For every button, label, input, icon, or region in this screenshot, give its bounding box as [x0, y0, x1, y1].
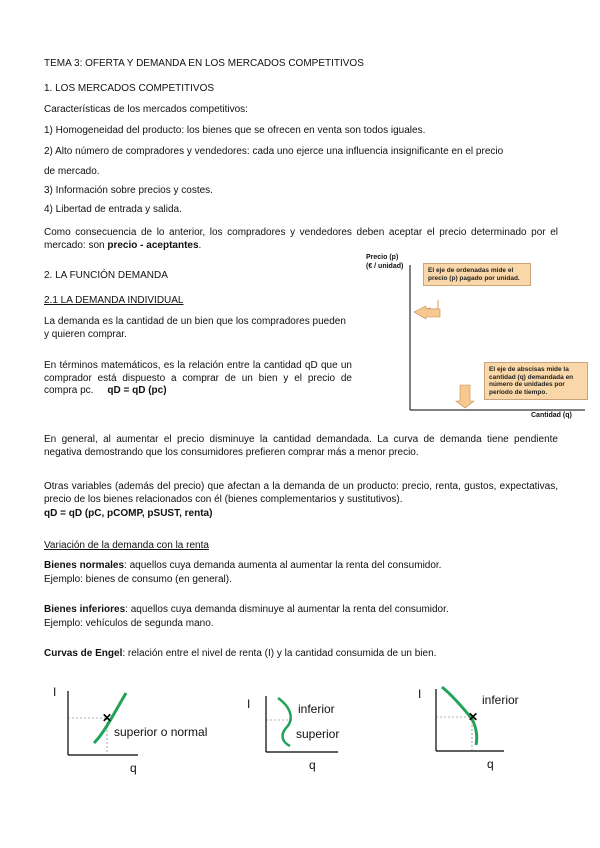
renta-heading: Variación de la demanda con la renta	[44, 540, 209, 551]
engel-3-curve-label: inferior	[482, 693, 519, 707]
demand-formula: qD = qD (pC, pCOMP, pSUST, renta)	[44, 508, 213, 519]
quantity-axis-label: Cantidad (q)	[531, 412, 572, 419]
demand-definition: La demanda es la cantidad de un bien que los compradores pueden y quieren comprar.	[44, 316, 346, 340]
engel-1-point-marker: ✕	[102, 711, 113, 725]
price-axis-label: Precio (p) (€ / unidad)	[366, 254, 404, 270]
list-item: 1) Homogeneidad del producto: los bienes que se ofrecen en venta son todos iguales.	[44, 125, 426, 136]
list-item: 3) Información sobre precios y costes.	[44, 185, 213, 196]
engel-2-inferior-label: inferior	[298, 702, 335, 716]
arrow-to-y-axis-head	[414, 306, 440, 319]
consequence-paragraph: Como consecuencia de lo anterior, los compradores y vendedores deben aceptar el precio determinado por el mercado: son precio - aceptantes.	[44, 227, 558, 251]
x-axis-callout: El eje de abscisas mide la cantidad (q) demandada en número de unidades por período de tiempo.	[484, 362, 588, 400]
engel-3-point-marker: ✕	[468, 710, 479, 724]
inferior-goods-definition: Bienes inferiores: aquellos cuya demanda disminuye al aumentar la renta del consumidor.	[44, 604, 449, 615]
engel-chart-inferior-superior	[258, 690, 348, 760]
other-variables-paragraph: Otras variables (además del precio) que afectan a la demanda de un producto: precio, renta, gustos, expectativas, precio de los bienes relacionados con él (bienes complementarios y sustitutivos).	[44, 481, 558, 505]
normal-goods-example: Ejemplo: bienes de consumo (en general).	[44, 574, 232, 585]
y-axis-callout: El eje de ordenadas mide el precio (p) pagado por unidad.	[423, 263, 531, 286]
list-item: 4) Libertad de entrada y salida.	[44, 204, 182, 215]
arrow-to-x-axis	[456, 385, 474, 408]
engel-2-superior-label: superior	[296, 727, 340, 741]
list-item: de mercado.	[44, 166, 100, 177]
engel-2-x-label: q	[309, 758, 316, 772]
list-item: 2) Alto número de compradores y vendedores: cada uno ejerce una influencia insignificante en el precio	[44, 146, 504, 157]
engel-3-y-label: I	[418, 687, 422, 701]
section-1-heading: 1. LOS MERCADOS COMPETITIVOS	[44, 83, 215, 94]
inferior-goods-example: Ejemplo: vehículos de segunda mano.	[44, 618, 214, 629]
price-demand-paragraph: En general, al aumentar el precio disminuye la cantidad demandada. La curva de demanda tiene pendiente negativa demostrando que los consumidores prefieren comprar más a menor precio.	[44, 434, 558, 458]
engel-3-x-label: q	[487, 757, 494, 771]
page-title: TEMA 3: OFERTA Y DEMANDA EN LOS MERCADOS COMPETITIVOS	[44, 58, 364, 69]
engel-1-curve-label: superior o normal	[114, 725, 208, 739]
engel-1-y-label: I	[53, 685, 57, 699]
section-2-heading: 2. LA FUNCIÓN DEMANDA	[44, 270, 168, 281]
normal-goods-definition: Bienes normales: aquellos cuya demanda aumenta al aumentar la renta del consumidor.	[44, 560, 442, 571]
engel-definition: Curvas de Engel: relación entre el nivel de renta (I) y la cantidad consumida de un bien.	[44, 648, 437, 659]
section-1-intro: Características de los mercados competitivos:	[44, 104, 248, 115]
engel-1-x-label: q	[130, 761, 137, 775]
engel-2-y-label: I	[247, 697, 251, 711]
engel-2-curve	[278, 698, 291, 746]
section-2-1-heading: 2.1 LA DEMANDA INDIVIDUAL	[44, 295, 184, 306]
demand-math-paragraph: En términos matemáticos, es la relación entre la cantidad qD que un comprador está dispuesto a comprar de un bien y el precio de compra pc. qD = qD (pc)	[44, 360, 352, 396]
